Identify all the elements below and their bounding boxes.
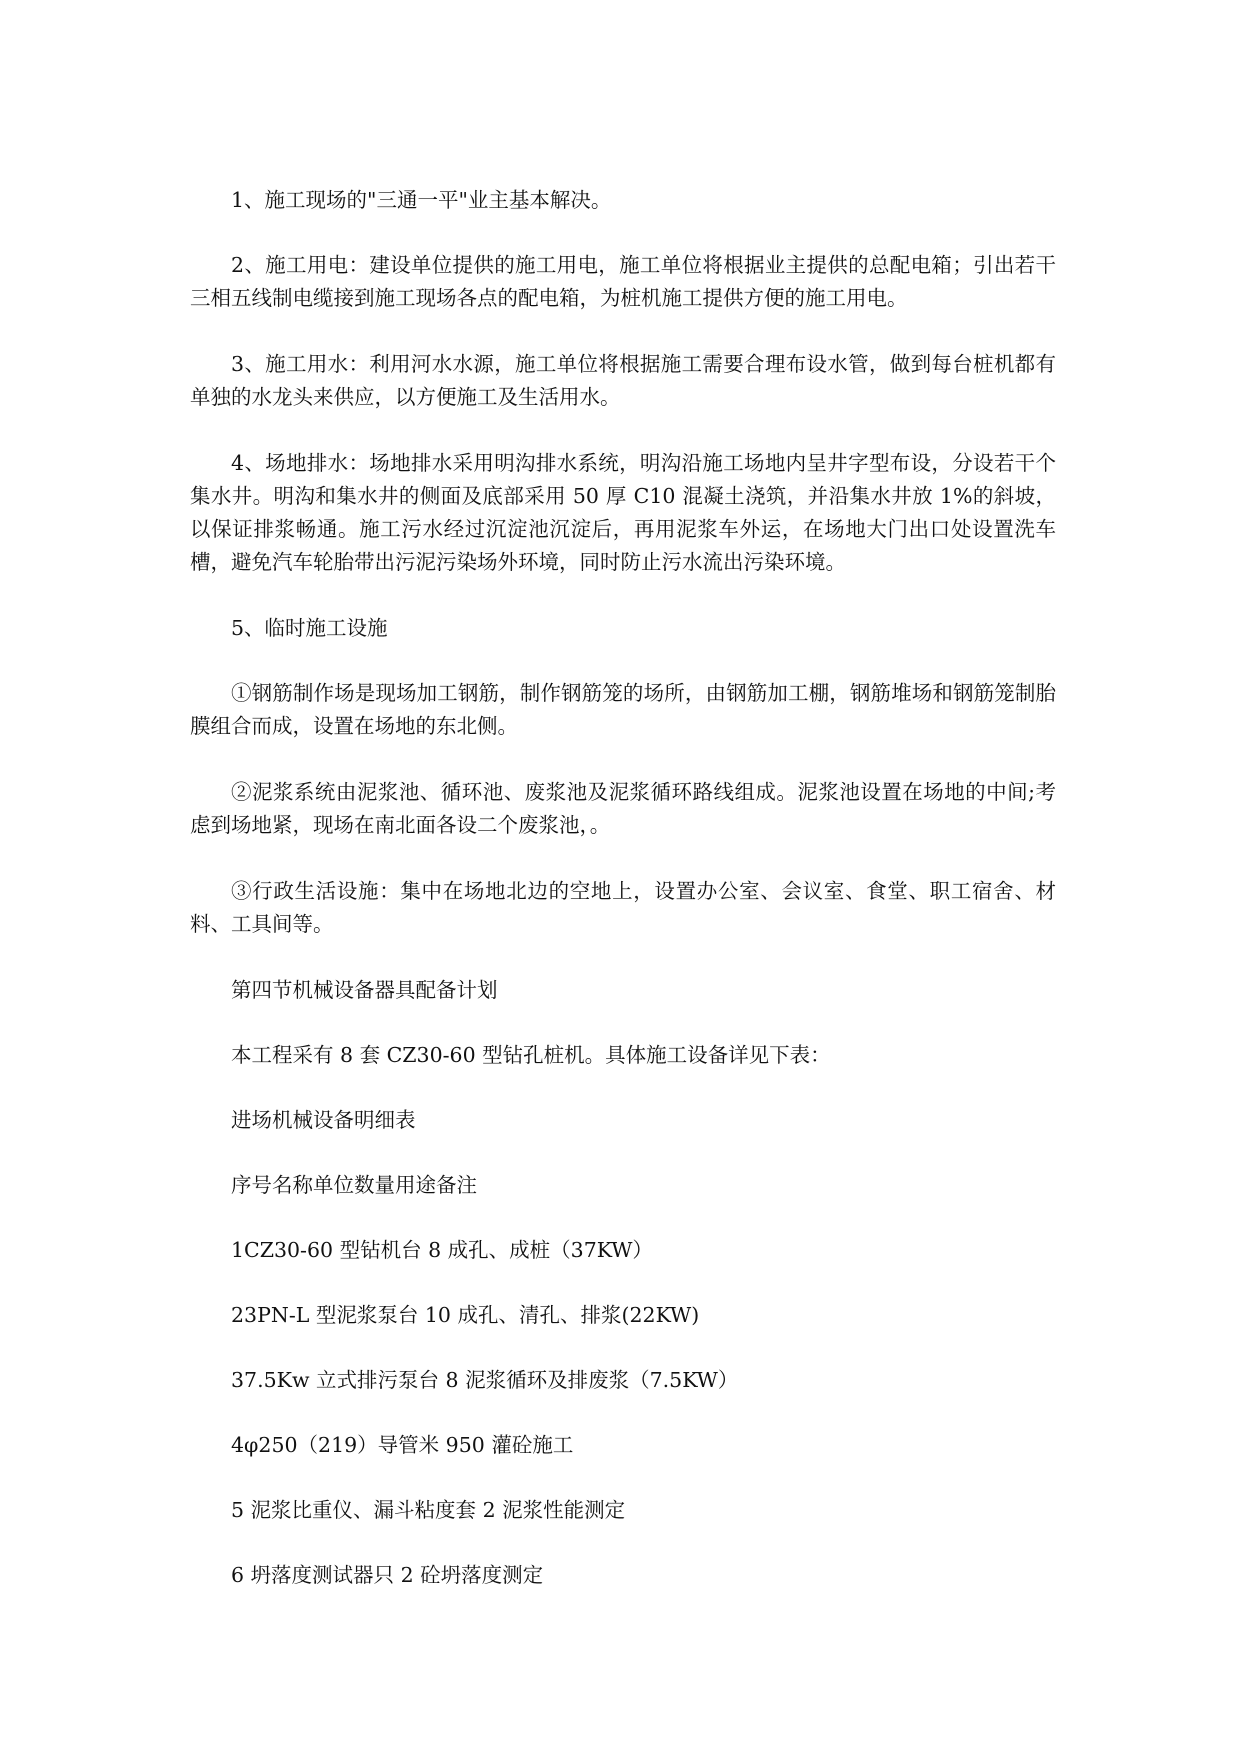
paragraph-equipment-intro: 本工程采有 8 套 CZ30-60 型钻孔桩机。具体施工设备详见下表： [231,1043,831,1067]
table-row: 5 泥浆比重仪、漏斗粘度套 2 泥浆性能测定 [231,1498,626,1522]
table-row: 23PN-L 型泥浆泵台 10 成孔、清孔、排浆(22KW) [231,1303,700,1327]
paragraph-site-prep: 1、施工现场的"三通一平"业主基本解决。 [231,188,612,212]
document-body [190,184,1056,1624]
paragraph-admin-facilities: ③行政生活设施：集中在场地北边的空地上，设置办公室、会议室、食堂、职工宿舍、材料、工具间等。 [190,879,1056,936]
table-header-row: 序号名称单位数量用途备注 [231,1173,477,1197]
paragraph-drainage: 4、场地排水：场地排水采用明沟排水系统，明沟沿施工场地内呈井字型布设，分设若干个集水井。明沟和集水井的侧面及底部采用 50 厚 C10 混凝土浇筑，并沿集水井放 1%的斜坡，以保证排浆畅通。施工污水经过沉淀池沉淀后，再用泥浆车外运，在场地大门出口处设置洗车槽，避免汽车轮胎带出污泥污染场外环境，同时防止污水流出污染环境。 [190,451,1056,574]
paragraph-temp-facilities: 5、临时施工设施 [231,616,388,640]
table-row: 6 坍落度测试器只 2 砼坍落度测定 [231,1563,544,1587]
table-row: 4φ250（219）导管米 950 灌砼施工 [231,1433,574,1457]
table-row: 1CZ30-60 型钻机台 8 成孔、成桩（37KW） [231,1238,653,1262]
paragraph-power: 2、施工用电：建设单位提供的施工用电，施工单位将根据业主提供的总配电箱；引出若干三相五线制电缆接到施工现场各点的配电箱，为桩机施工提供方便的施工用电。 [190,253,1056,310]
paragraph-water: 3、施工用水：利用河水水源，施工单位将根据施工需要合理布设水管，做到每台桩机都有单独的水龙头来供应，以方便施工及生活用水。 [190,352,1056,409]
table-row: 37.5Kw 立式排污泵台 8 泥浆循环及排废浆（7.5KW） [231,1368,739,1392]
table-title: 进场机械设备明细表 [231,1108,416,1132]
paragraph-mud-system: ②泥浆系统由泥浆池、循环池、废浆池及泥浆循环路线组成。泥浆池设置在场地的中间;考虑到场地紧，现场在南北面各设二个废浆池，。 [190,780,1056,837]
paragraph-rebar-yard: ①钢筋制作场是现场加工钢筋，制作钢筋笼的场所，由钢筋加工棚，钢筋堆场和钢筋笼制胎膜组合而成，设置在场地的东北侧。 [190,681,1056,738]
section-heading: 第四节机械设备器具配备计划 [231,978,498,1002]
